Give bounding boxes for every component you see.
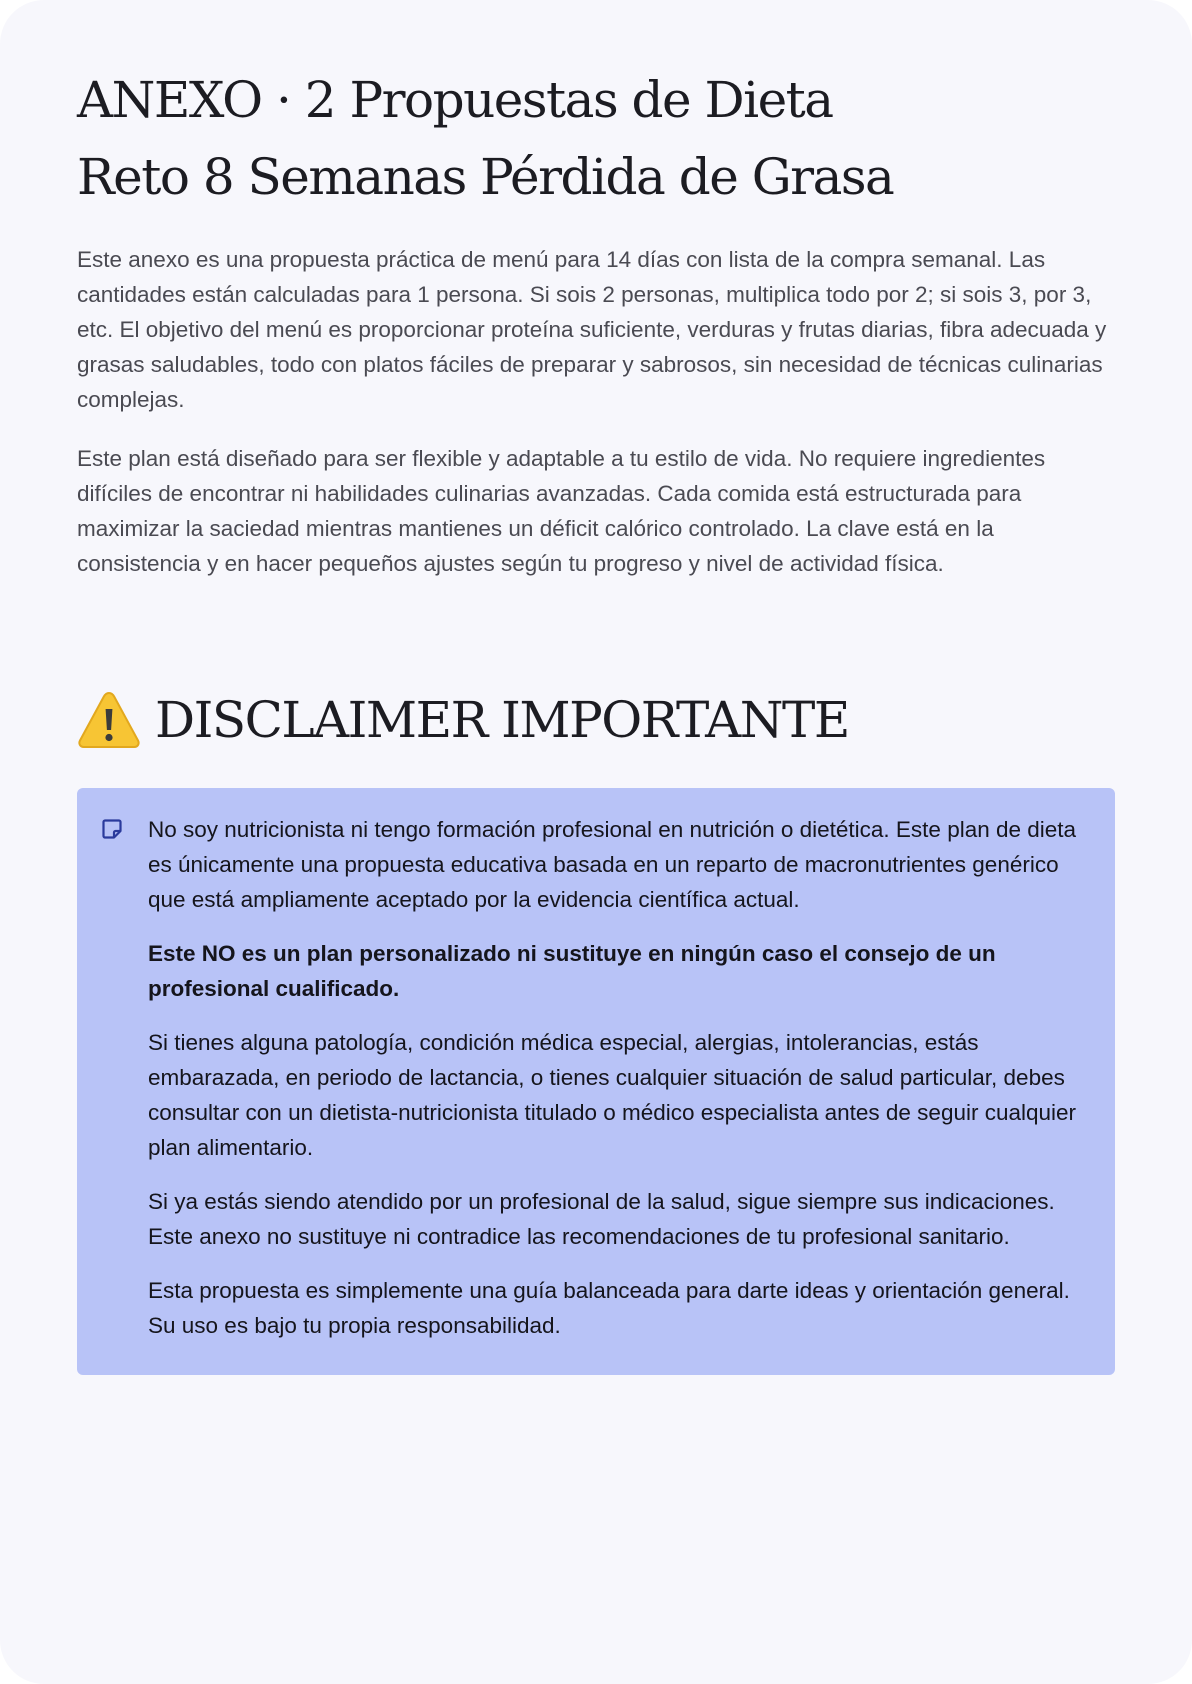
note-icon (101, 818, 123, 840)
disclaimer-paragraph: Si ya estás siendo atendido por un profesional de la salud, sigue siempre sus indicaciones. Este anexo no sustituye ni contradice las recomendaciones de tu profesional sanitario. (148, 1189, 1055, 1249)
intro-paragraph: Este plan está diseñado para ser flexible y adaptable a tu estilo de vida. No requiere ingredientes difíciles de encontrar ni habilidades culinarias avanzadas. Cada comida está estructurada para maximizar la saciedad mientras mantienes un déficit calórico controlado. La clave está en la consistencia y en hacer pequeños ajustes según tu progreso y nivel de actividad física. (77, 446, 1046, 576)
disclaimer-paragraph: Si tienes alguna patología, condición médica especial, alergias, intolerancias, estás embarazada, en periodo de lactancia, o tienes cualquier situación de salud particular, debes consultar con un dietista-nutricionista titulado o médico especialista antes de seguir cualquier plan alimentario. (148, 1030, 1077, 1160)
disclaimer-paragraph: No soy nutricionista ni tengo formación profesional en nutrición o dietética. Este plan de dieta es únicamente una propuesta educativa basada en un reparto de macronutrientes genérico que está ampliamente aceptado por la evidencia científica actual. (148, 817, 1077, 912)
title-line-1: ANEXO · 2 Propuestas de Dieta (77, 71, 833, 129)
disclaimer-heading (77, 688, 1117, 752)
disclaimer-paragraph: Esta propuesta es simplemente una guía balanceada para darte ideas y orientación general. Su uso es bajo tu propia responsabilidad. (148, 1278, 1070, 1338)
disclaimer-callout (77, 788, 1115, 1375)
intro-paragraph: Este anexo es una propuesta práctica de menú para 14 días con lista de la compra semanal. Las cantidades están calculadas para 1 persona. Si sois 2 personas, multiplica todo por 2; si sois 3, por 3, etc. El objetivo del menú es proporcionar proteína suficiente, verduras y frutas diarias, fibra adecuada y grasas saludables, todo con platos fáciles de preparar y sabrosos, sin necesidad de técnicas culinarias complejas. (77, 247, 1107, 412)
warning-icon (77, 688, 141, 752)
disclaimer-heading-text: DISCLAIMER IMPORTANTE (155, 691, 849, 749)
page-title (77, 62, 1117, 216)
disclaimer-emphasis: Este NO es un plan personalizado ni sustituye en ningún caso el consejo de un profesional cualificado. (148, 941, 996, 1001)
title-line-2: Reto 8 Semanas Pérdida de Grasa (77, 148, 894, 206)
page-content (77, 62, 1117, 1375)
